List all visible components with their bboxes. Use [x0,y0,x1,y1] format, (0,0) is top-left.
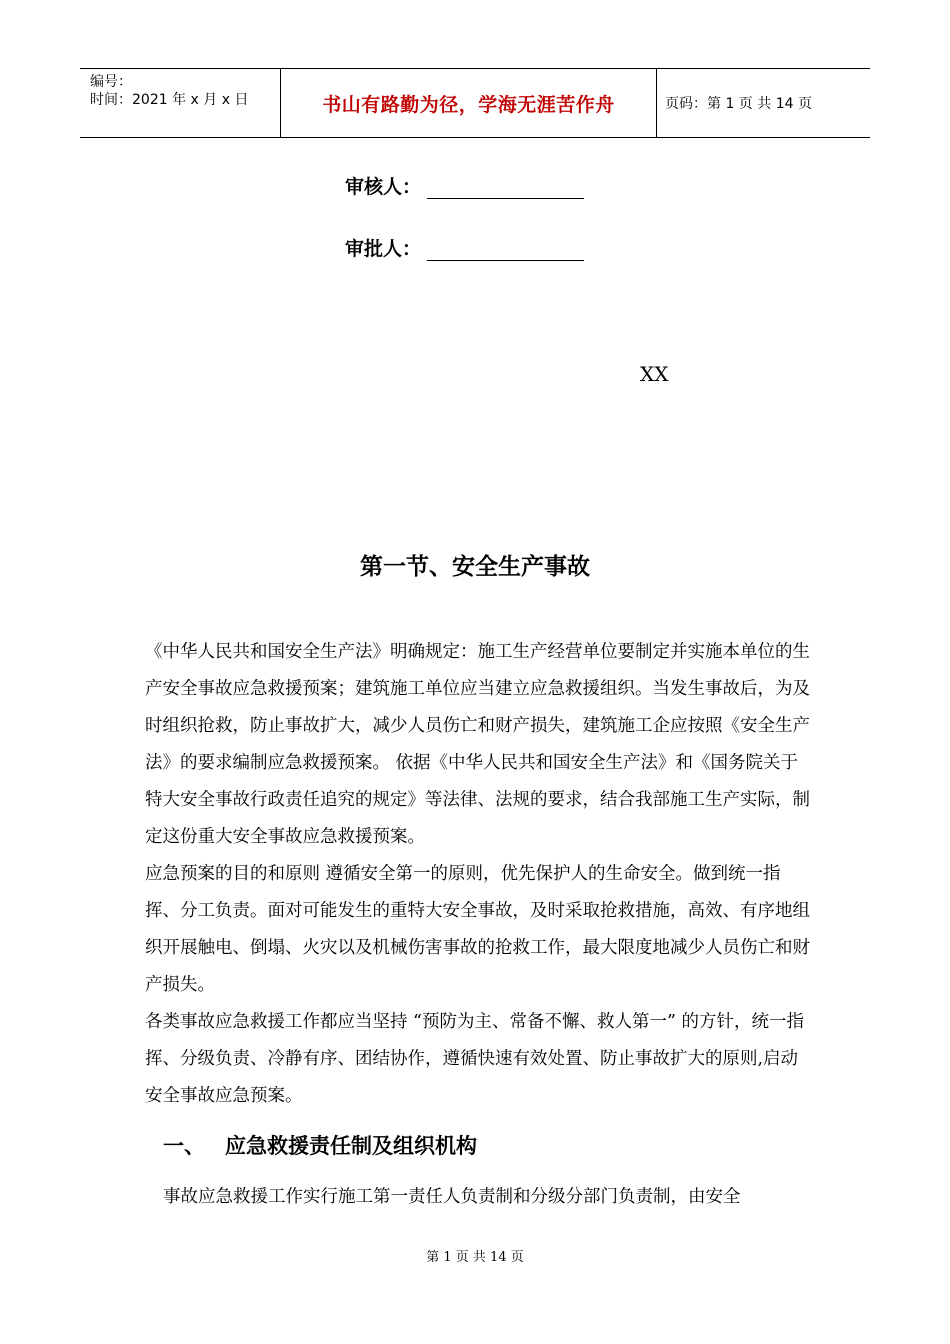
org-placeholder: XX [640,362,669,386]
code-label: 编号： [90,74,132,90]
header-table [80,68,870,138]
header-motto-cell [280,69,657,137]
approver-signature-line[interactable] [427,238,584,261]
heading-number: 一、 [163,1134,205,1158]
reviewer-signature-line[interactable] [427,176,584,199]
heading-text: 应急救援责任制及组织机构 [225,1134,477,1158]
date-label: 时间：2021 年 x 月 x 日 [90,92,249,108]
body-text [145,634,810,1115]
paragraph: 《中华人民共和国安全生产法》明确规定：施工生产经营单位要制定并实施本单位的生产安全事故应急救援预案；建筑施工单位应当建立应急救援组织。当发生事故后，为及时组织抢救，防止事故扩大，减少人员伤亡和财产损失，建筑施工企应按照《安全生产法》的要求编制应急救援预案。 依据《中华人民共和国安全生产法》和《国务院关于特大安全事故行政责任追究的规定》等法律、法规的要求，结合我部施工生产实际，制定这份重大安全事故应急救援预案。 [145,642,810,847]
approver-label: 审批人： [345,238,422,260]
approver-row [345,234,584,261]
motto-text: 书山有路勤为径，学海无涯苦作舟 [322,93,615,116]
reviewer-label: 审核人： [345,176,422,198]
heading-level-1 [163,1130,477,1160]
page-footer: 第 1 页 共 14 页 [426,1250,524,1265]
reviewer-row [345,172,584,199]
section-title: 第一节、安全生产事故 [360,554,590,580]
paragraph: 应急预案的目的和原则 遵循安全第一的原则，优先保护人的生命安全。做到统一指挥、分工负责。面对可能发生的重特大安全事故，及时采取抢救措施，高效、有序地组织开展触电、倒塌、火灾以及机械伤害事故的抢救工作，最大限度地减少人员伤亡和财产损失。 [145,864,810,995]
paragraph: 事故应急救援工作实行施工第一责任人负责制和分级分部门负责制，由安全 [163,1187,741,1207]
header-meta [80,69,280,137]
paragraph: 各类事故应急救援工作都应当坚持 “预防为主、常备不懈、救人第一” 的方针，统一指挥、分级负责、冷静有序、团结协作，遵循快速有效处置、防止事故扩大的原则,启动安全事故应急预案。 [145,1012,805,1106]
header-page-info: 页码：第 1 页 共 14 页 [665,96,812,112]
